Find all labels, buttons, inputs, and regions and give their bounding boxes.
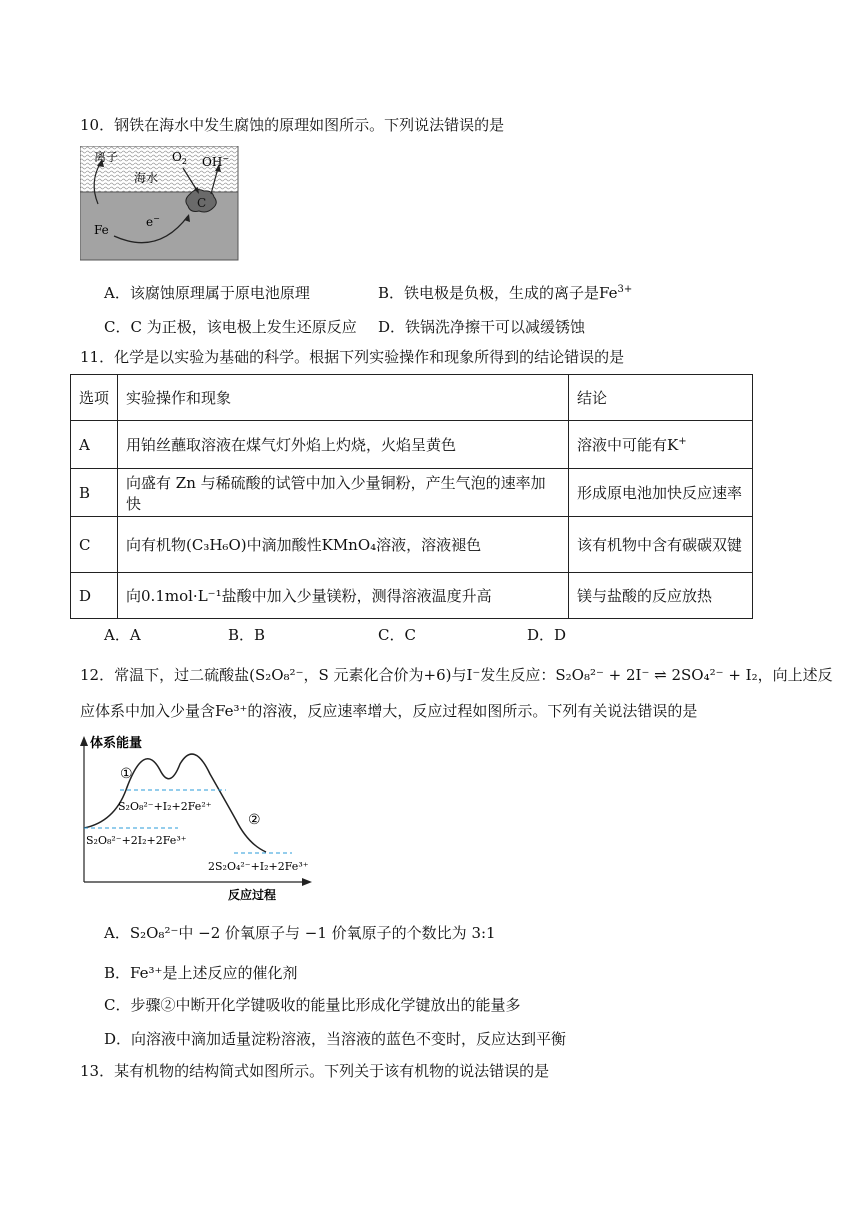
row-conclusion-text: 溶液中可能有 — [577, 436, 668, 454]
q10-option-a: A．该腐蚀原理属于原电池原理 — [104, 284, 310, 302]
y-axis-label: 体系能量 — [90, 736, 143, 751]
q12-stem-text: 的溶液，反应速率增大，反应过程如图所示。下列有关说法错误的是 — [247, 702, 698, 720]
q10-option-b-ion-charge: 3+ — [617, 284, 633, 295]
q12-option-a-ion: S₂O₈²⁻ — [129, 924, 179, 942]
q12-option-d: D．向溶液中滴加适量淀粉溶液，当溶液的蓝色不变时，反应达到平衡 — [104, 1030, 567, 1048]
q12-option-c: C．步骤②中断开化学键吸收的能量比形成化学键放出的能量多 — [104, 996, 521, 1014]
q12-option-b-prefix: B． — [104, 964, 131, 982]
header-conclusion: 结论 — [569, 375, 753, 421]
table-row — [71, 421, 753, 469]
row-conclusion: 该有机物中含有碳碳双键 — [569, 517, 753, 573]
electron-superscript: − — [153, 214, 160, 223]
step-2-marker: ② — [248, 812, 261, 828]
q12-stem-persulfate: S₂O₈²⁻ — [254, 666, 304, 684]
table-row — [71, 517, 753, 573]
q11-option-a: A．A — [104, 626, 141, 644]
q10-option-b — [378, 282, 632, 303]
row-conclusion — [569, 421, 753, 469]
q12-stem-text: 发生反应： — [480, 666, 556, 684]
q12-option-a-prefix: A． — [104, 924, 130, 942]
row-operation-concentration: 0.1mol·L⁻¹ — [141, 587, 222, 605]
q12-stem-text: ，向上述反 — [757, 666, 833, 684]
row-operation-text: 溶液，溶液褪色 — [376, 536, 482, 554]
q12-option-a — [104, 922, 496, 943]
row-option: A — [71, 421, 118, 469]
q10-option-b-text: B．铁电极是负极，生成的离子是 — [378, 284, 600, 302]
table-header-row — [71, 375, 753, 421]
row-operation: 用铂丝蘸取溶液在煤气灯外焰上灼烧，火焰呈黄色 — [118, 421, 569, 469]
electron-label: e — [146, 215, 154, 229]
row-operation — [118, 573, 569, 619]
q10-option-c: C．C 为正极，该电极上发生还原反应 — [104, 318, 357, 336]
carbon-label: C — [197, 196, 207, 210]
row-operation-text: )中滴加酸性 — [240, 536, 322, 554]
question-13-stem: 13．某有机物的结构简式如图所示。下列关于该有机物的说法错误的是 — [80, 1062, 550, 1080]
intermediate-state-label: S₂O₈²⁻+I₂+2Fe²⁺ — [118, 800, 212, 813]
question-10-stem: 10．钢铁在海水中发生腐蚀的原理如图所示。下列说法错误的是 — [80, 116, 505, 134]
row-operation-formula: C₃H₆O — [191, 536, 241, 554]
o2-label: O — [172, 150, 182, 164]
experiment-table — [70, 374, 753, 619]
table-row — [71, 469, 753, 517]
row-operation-text: 盐酸中加入少量镁粉，测得溶液温度升高 — [221, 587, 492, 605]
o2-subscript: 2 — [181, 157, 187, 166]
q12-option-a-text: 中 −2 价氧原子与 −1 价氧原子的个数比为 3:1 — [178, 924, 496, 942]
header-operation: 实验操作和现象 — [118, 375, 569, 421]
q11-option-c: C．C — [378, 626, 416, 644]
row-option: B — [71, 469, 118, 517]
question-12-stem-line-2 — [80, 700, 697, 721]
q12-stem-iron-ion: Fe³⁺ — [215, 702, 248, 720]
question-12-stem-line-1 — [80, 664, 833, 685]
energy-diagram — [80, 732, 320, 904]
header-option: 选项 — [71, 375, 118, 421]
q10-option-b-ion: Fe — [599, 284, 618, 302]
q12-stem-iodide: I⁻ — [466, 666, 481, 684]
x-axis-label: 反应过程 — [228, 888, 277, 902]
row-operation — [118, 517, 569, 573]
row-operation-reagent: KMnO₄ — [321, 536, 377, 554]
q12-stem-text: 12．常温下，过二硫酸盐( — [80, 666, 255, 684]
q11-option-d: D．D — [527, 626, 567, 644]
q12-stem-text: ，S 元素化合价为+6)与 — [303, 666, 467, 684]
row-operation: 向盛有 Zn 与稀硫酸的试管中加入少量铜粉，产生气泡的速率加快 — [118, 469, 569, 517]
row-conclusion: 镁与盐酸的反应放热 — [569, 573, 753, 619]
q12-option-b-ion: Fe³⁺ — [130, 964, 163, 982]
q11-option-b: B．B — [228, 626, 266, 644]
q12-option-b — [104, 962, 297, 983]
q12-stem-equation: S₂O₈²⁻ + 2I⁻ ⇌ 2SO₄²⁻ + I₂ — [555, 666, 758, 684]
row-operation-text: 向 — [126, 587, 142, 605]
step-1-marker: ① — [120, 766, 133, 782]
hydroxide-label: OH — [202, 155, 223, 169]
q12-option-b-text: 是上述反应的催化剂 — [162, 964, 298, 982]
iron-label: Fe — [94, 223, 109, 237]
initial-state-label: S₂O₈²⁻+2I₂+2Fe³⁺ — [86, 834, 187, 847]
hydroxide-superscript: − — [222, 154, 230, 163]
row-conclusion: 形成原电池加快反应速率 — [569, 469, 753, 517]
ion-label: 离子 — [94, 150, 119, 164]
question-11-stem: 11．化学是以实验为基础的科学。根据下列实验操作和现象所得到的结论错误的是 — [80, 348, 625, 366]
row-option: C — [71, 517, 118, 573]
q10-option-d: D．铁锅洗净擦干可以减缓锈蚀 — [378, 318, 586, 336]
row-conclusion-ion-charge: + — [678, 436, 687, 447]
row-option: D — [71, 573, 118, 619]
corrosion-figure — [80, 146, 240, 262]
q12-stem-text: 应体系中加入少量含 — [80, 702, 216, 720]
row-operation-text: 向有机物( — [126, 536, 192, 554]
table-row — [71, 573, 753, 619]
seawater-label: 海水 — [134, 171, 159, 185]
row-conclusion-ion: K — [667, 436, 679, 454]
final-state-label: 2S₂O₄²⁻+I₂+2Fe³⁺ — [208, 860, 309, 873]
